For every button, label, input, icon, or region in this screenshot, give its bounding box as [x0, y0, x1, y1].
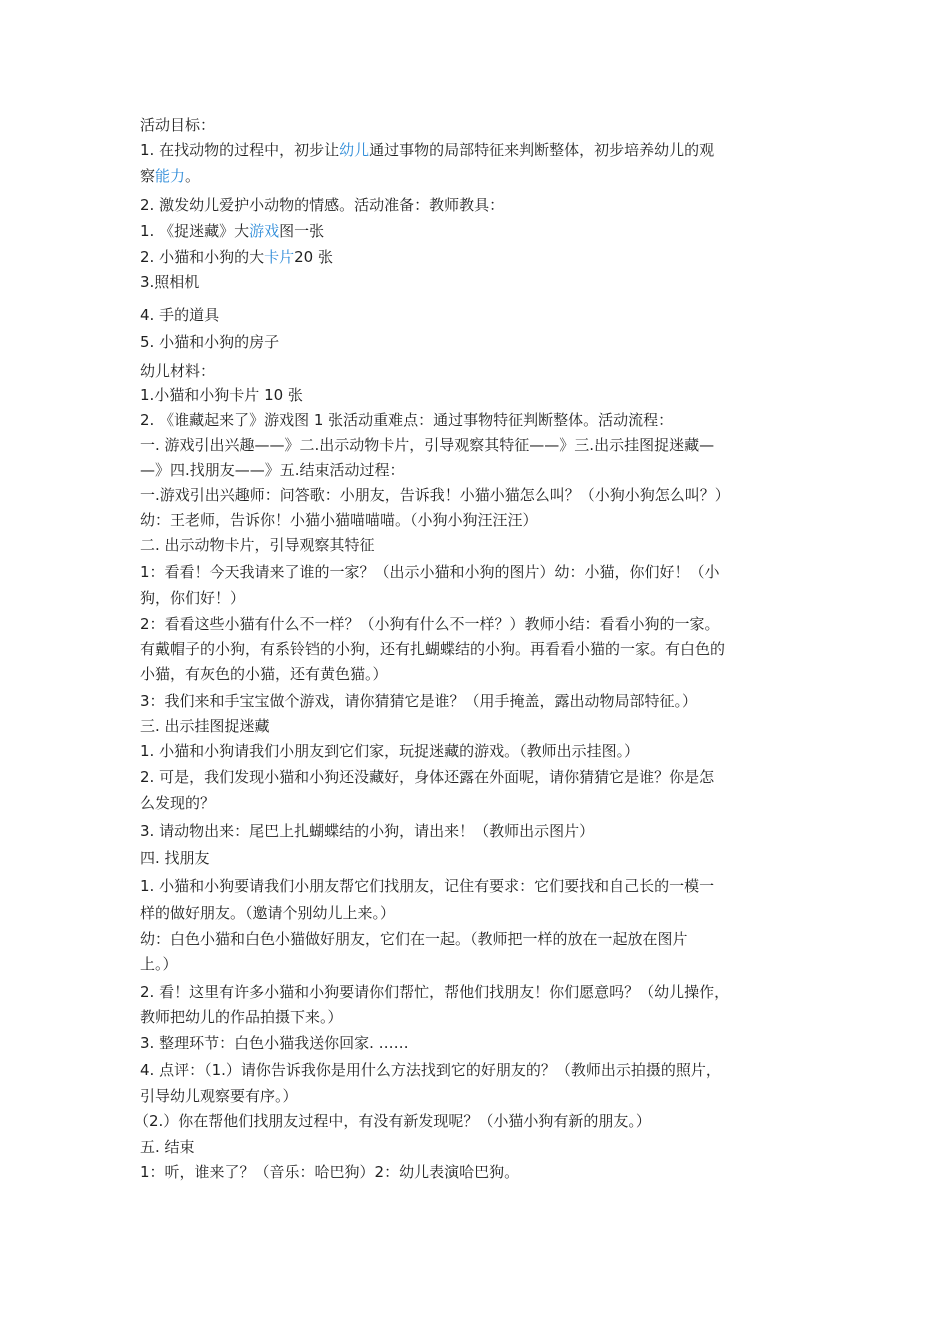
goal-1-cont-c: 。	[185, 167, 201, 185]
section-4-line-6: 教师把幼儿的作品拍摄下来。）	[140, 1008, 343, 1026]
section-4-line-1: 1. 小猫和小狗要请我们小朋友帮它们找朋友，记住有要求：它们要找和自己长的一模一	[140, 877, 715, 895]
section-4-line-8: 4. 点评：（1.）请你告诉我你是用什么方法找到它的好朋友的？（教师出示拍摄的照片，	[140, 1061, 721, 1079]
section-5-heading: 五. 结束	[140, 1138, 195, 1156]
section-4-line-9: 引导幼儿观察要有序。）	[140, 1087, 298, 1105]
prep-item-2	[140, 247, 333, 267]
goal-1-cont-a: 察	[140, 167, 156, 185]
flow-line-2: —》四.找朋友——》五.结束活动过程：	[140, 461, 405, 479]
goal-line-1	[140, 140, 714, 160]
link-kapian[interactable]: 卡片	[264, 248, 295, 266]
section-3-heading: 三. 出示挂图捉迷藏	[140, 717, 270, 735]
section-5-line-1: 1：听，谁来了？（音乐：哈巴狗）2：幼儿表演哈巴狗。	[140, 1163, 520, 1181]
section-4-line-4: 上。）	[140, 955, 178, 973]
goal-1-text-a: 1. 在找动物的过程中，初步让	[140, 141, 340, 159]
section-4-line-3: 幼：白色小猫和白色小猫做好朋友，它们在一起。（教师把一样的放在一起放在图片	[140, 930, 688, 948]
goal-line-2: 2. 激发幼儿爱护小动物的情感。活动准备：教师教具：	[140, 196, 505, 214]
section-3-line-4: 3. 请动物出来：尾巴上扎蝴蝶结的小狗，请出来！（教师出示图片）	[140, 822, 595, 840]
section-4-line-5: 2. 看！这里有许多小猫和小狗要请你们帮忙，帮他们找朋友！你们愿意吗？（幼儿操作，	[140, 983, 730, 1001]
section-2-line-6: 3：我们来和手宝宝做个游戏，请你猜猜它是谁？（用手掩盖，露出动物局部特征。）	[140, 692, 698, 710]
section-2-line-4: 有戴帽子的小狗，有系铃铛的小狗，还有扎蝴蝶结的小狗。再看看小猫的一家。有白色的	[140, 640, 726, 658]
section-3-line-1: 1. 小猫和小狗请我们小朋友到它们家，玩捉迷藏的游戏。（教师出示挂图。）	[140, 742, 640, 760]
section-2-line-5: 小猫，有灰色的小猫，还有黄色猫。）	[140, 665, 388, 683]
prep-item-4: 4. 手的道具	[140, 306, 220, 324]
flow-line-1: 一. 游戏引出兴趣——》二.出示动物卡片，引导观察其特征——》三.出示挂图捉迷藏—	[140, 436, 715, 454]
prep-1-text-a: 1. 《捉迷藏》大	[140, 222, 250, 240]
link-nengli[interactable]: 能力	[155, 167, 186, 185]
section-2-line-1: 1：看看！今天我请来了谁的一家？（出示小猫和小狗的图片）幼：小猫，你们好！（小	[140, 563, 720, 581]
section-4-heading: 四. 找朋友	[140, 849, 210, 867]
section-4-line-7: 3. 整理环节：白色小猫我送你回家. ……	[140, 1034, 409, 1052]
prep-2-text-c: 20 张	[294, 248, 333, 266]
link-youer[interactable]: 幼儿	[339, 141, 370, 159]
heading-child-materials: 幼儿材料：	[140, 362, 216, 380]
prep-item-5: 5. 小猫和小狗的房子	[140, 333, 280, 351]
section-2-heading: 二. 出示动物卡片，引导观察其特征	[140, 536, 375, 554]
section-3-line-3: 么发现的？	[140, 794, 216, 812]
heading-activity-goals: 活动目标：	[140, 116, 216, 134]
section-3-line-2: 2. 可是，我们发现小猫和小狗还没藏好，身体还露在外面呢，请你猜猜它是谁？你是怎	[140, 768, 715, 786]
section-2-line-2: 狗，你们好！）	[140, 589, 246, 607]
prep-1-text-c: 图一张	[279, 222, 325, 240]
section-4-line-2: 样的做好朋友。（邀请个别幼儿上来。）	[140, 904, 396, 922]
goal-line-1-cont	[140, 166, 200, 186]
section-1-line-1: 一.游戏引出兴趣师：问答歌：小朋友，告诉我！小猫小猫怎么叫？（小狗小狗怎么叫？）	[140, 486, 730, 504]
prep-item-1	[140, 221, 324, 241]
section-4-line-10: （2.）你在帮他们找朋友过程中，有没有新发现呢？（小猫小狗有新的朋友。）	[134, 1112, 651, 1130]
prep-2-text-a: 2. 小猫和小狗的大	[140, 248, 265, 266]
section-1-line-2: 幼：王老师，告诉你！小猫小猫喵喵喵。（小狗小狗汪汪汪）	[140, 511, 538, 529]
material-item-2: 2. 《谁藏起来了》游戏图 1 张活动重难点：通过事物特征判断整体。活动流程：	[140, 411, 674, 429]
prep-item-3: 3.照相机	[140, 273, 200, 291]
section-2-line-3: 2：看看这些小猫有什么不一样？（小狗有什么不一样？）教师小结：看看小狗的一家。	[140, 615, 720, 633]
goal-1-text-c: 通过事物的局部特征来判断整体，初步培养幼儿的观	[369, 141, 715, 159]
link-youxi[interactable]: 游戏	[249, 222, 280, 240]
material-item-1: 1.小猫和小狗卡片 10 张	[140, 386, 303, 404]
